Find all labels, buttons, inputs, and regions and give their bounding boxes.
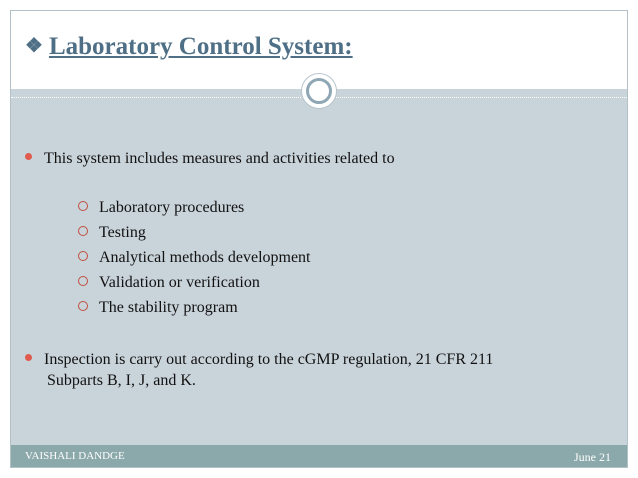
footer-date: June 21 [574, 450, 611, 464]
bullet-text: This system includes measures and activities related to [44, 150, 395, 167]
footer-bar [11, 445, 627, 467]
sub-bullet-item [78, 270, 311, 295]
ring-bullet-icon [78, 301, 88, 311]
bullet-text-line1: Inspection is carry out according to the cGMP regulation, 21 CFR 211 [44, 351, 494, 368]
bullet-dot-icon [25, 354, 32, 361]
slide [10, 10, 628, 468]
slide-title [25, 33, 353, 61]
bullet-item [25, 349, 493, 391]
diamond-bullet-icon: ❖ [25, 35, 43, 57]
sub-bullet-item [78, 245, 311, 270]
slide-title-text: Laboratory Control System: [48, 33, 353, 60]
sub-bullet-item [78, 195, 311, 220]
sub-bullet-text: Validation or verification [99, 274, 260, 291]
ring-bullet-icon [78, 201, 88, 211]
bullet-text-line2: Subparts B, I, J, and K. [47, 372, 196, 389]
sub-bullet-item [78, 295, 311, 320]
footer-author: VAISHALI DANDGE [25, 450, 125, 462]
sub-bullet-text: Laboratory procedures [99, 199, 245, 216]
sub-bullet-item [78, 220, 311, 245]
circle-ornament-inner [306, 78, 332, 104]
sub-bullet-text: Analytical methods development [99, 249, 311, 266]
bullet-dot-icon [25, 153, 32, 160]
sub-bullet-text: The stability program [99, 299, 238, 316]
ring-bullet-icon [78, 251, 88, 261]
sub-bullet-text: Testing [99, 224, 146, 241]
circle-ornament-icon [301, 73, 337, 109]
ring-bullet-icon [78, 276, 88, 286]
sub-bullet-list [78, 195, 311, 320]
bullet-item [25, 148, 395, 169]
ring-bullet-icon [78, 226, 88, 236]
